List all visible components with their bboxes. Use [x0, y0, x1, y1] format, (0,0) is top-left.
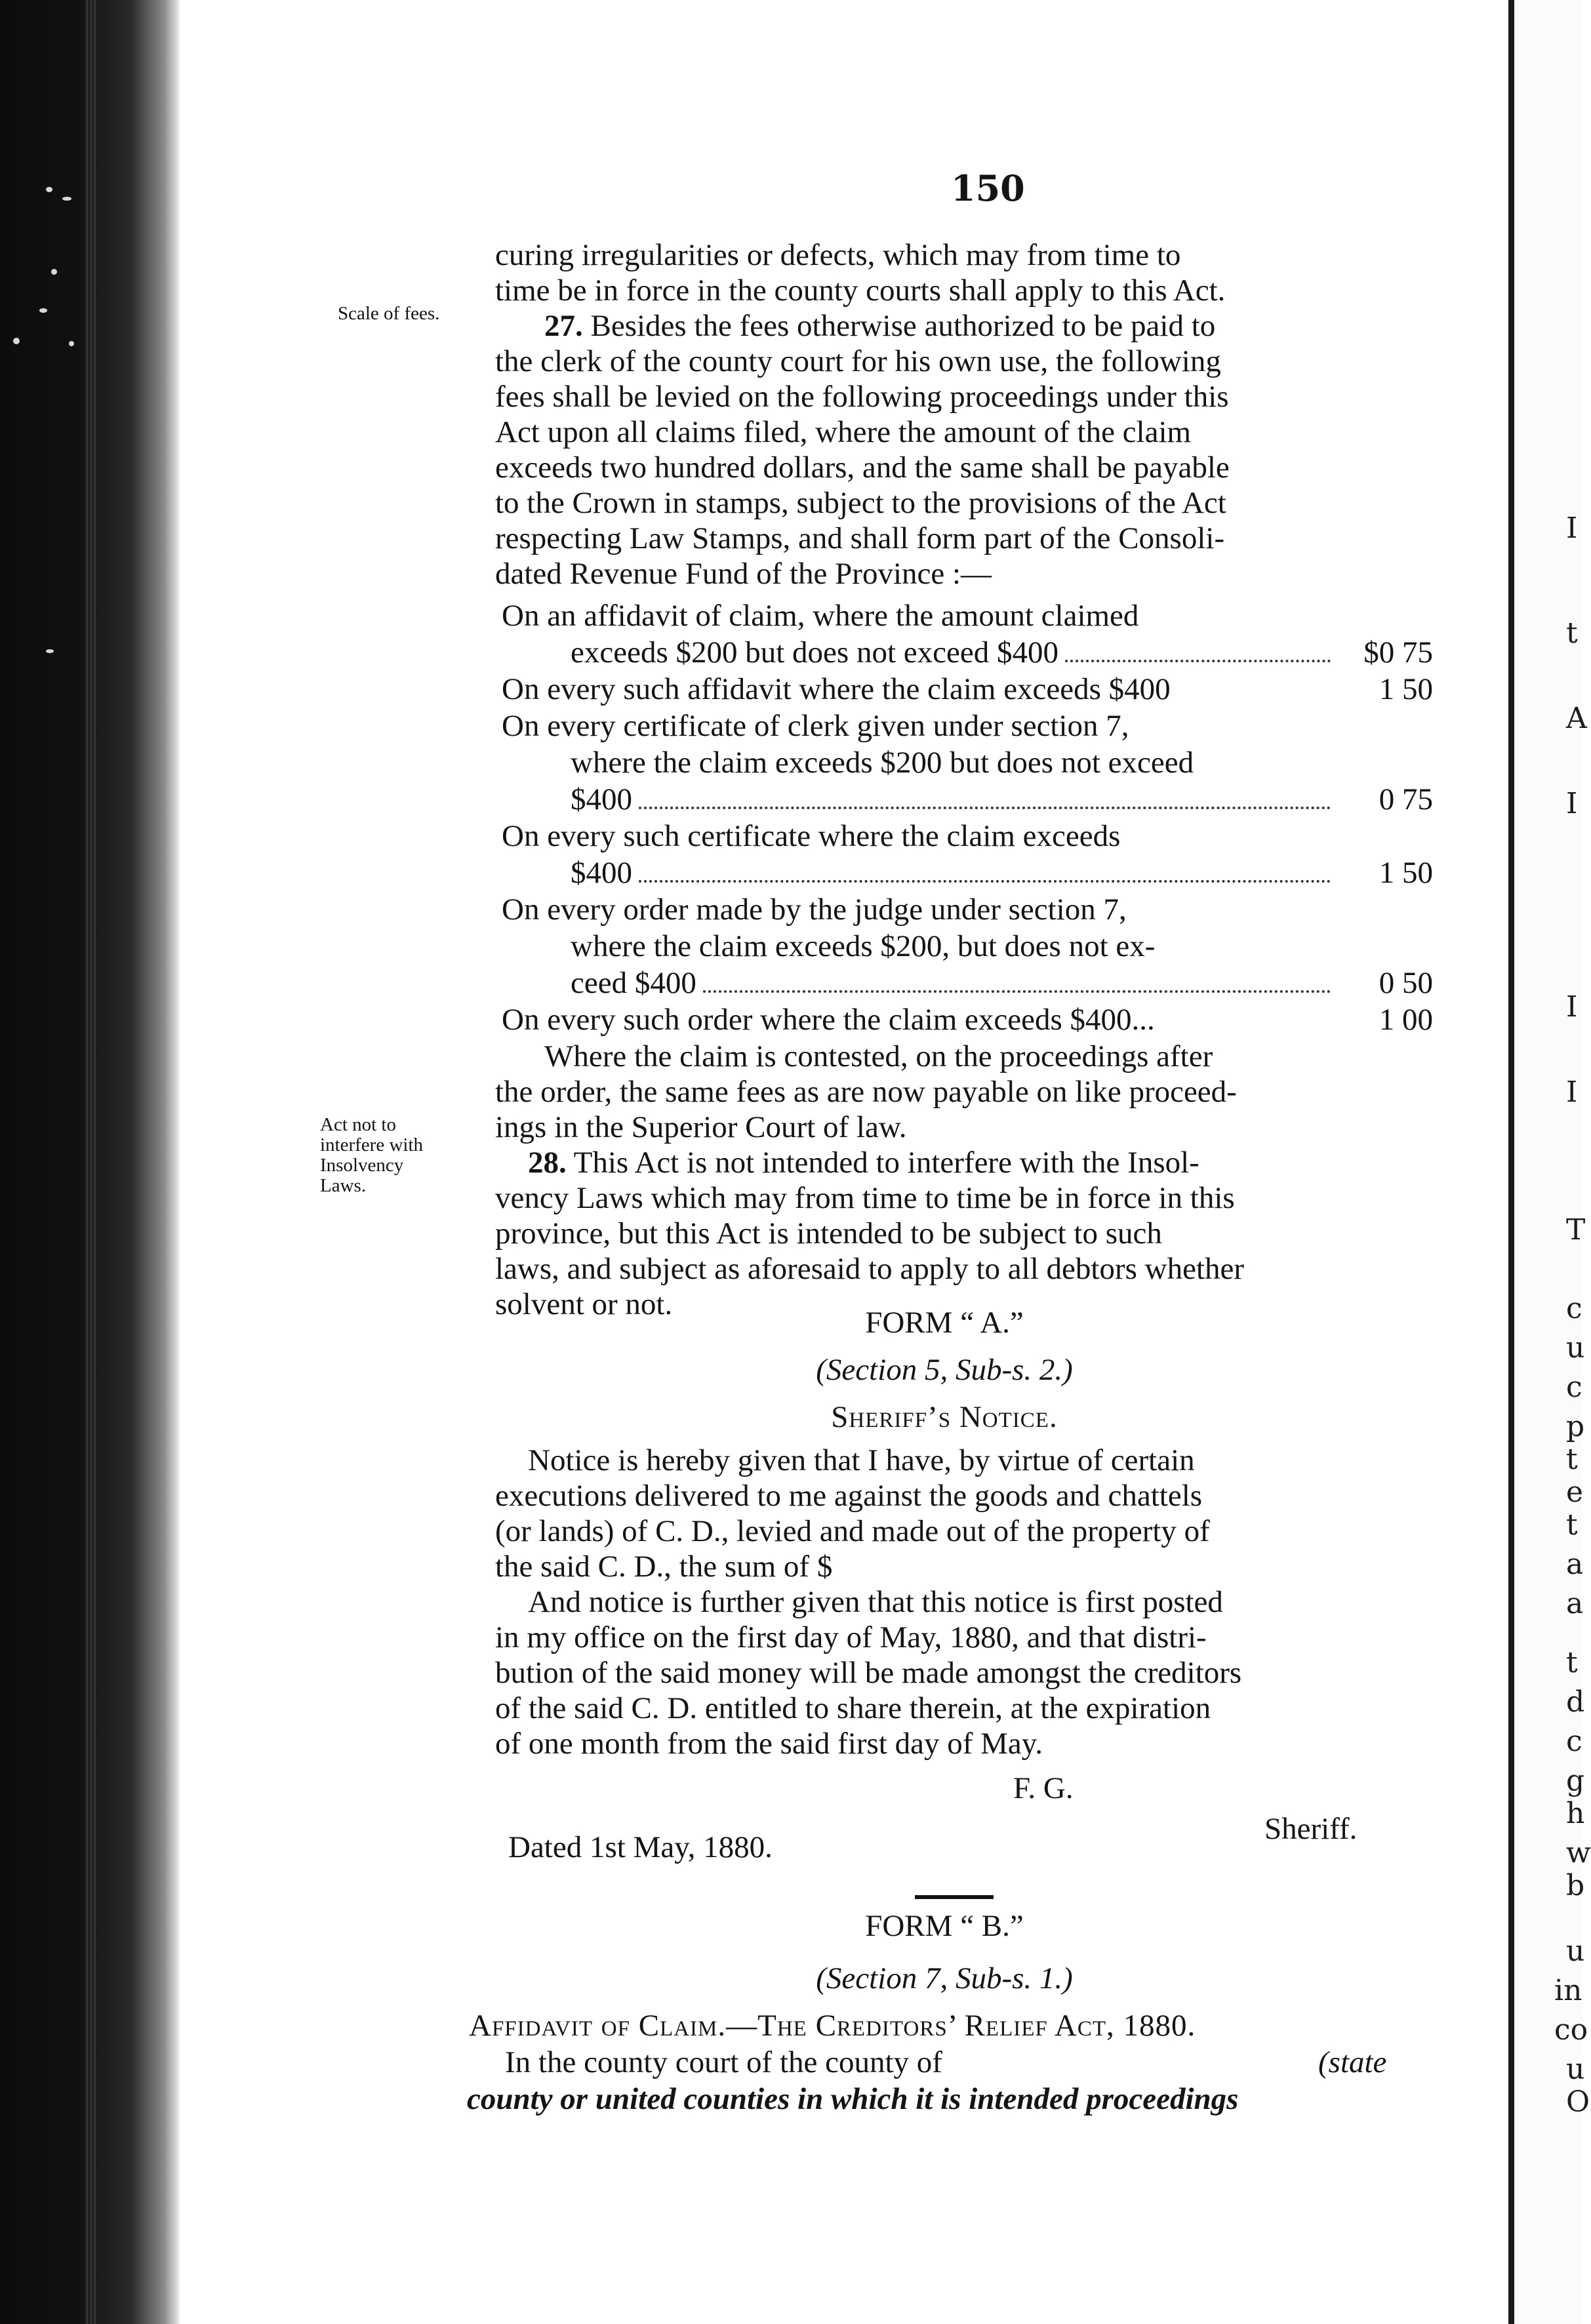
text-line: bution of the said money will be made amongst the creditors: [495, 1656, 1242, 1690]
page-number: 150: [951, 167, 1025, 209]
dated-line: Dated 1st May, 1880.: [508, 1830, 773, 1864]
text-line: dated Revenue Fund of the Province :—: [495, 557, 992, 591]
text-span: In the county court of the county of: [505, 2045, 942, 2079]
fee-text-line: On every certificate of clerk given under section 7,: [502, 709, 1129, 743]
text-line: time be in force in the county courts shall apply to this Act.: [495, 273, 1226, 308]
signature: F. G.: [1013, 1771, 1074, 1805]
text-line: of one month from the said first day of May.: [495, 1727, 1043, 1761]
text-line: And notice is further given that this notice is first posted: [528, 1585, 1223, 1619]
text-line: (or lands) of C. D., levied and made out of the property of: [495, 1514, 1210, 1548]
dot-leader: [1161, 1027, 1331, 1030]
speck: [13, 338, 20, 344]
form-b-heading: Affidavit of Claim.—The Creditors’ Relief Act, 1880.: [469, 2009, 1196, 2043]
margin-note-line: Laws.: [320, 1175, 367, 1196]
text-line: the clerk of the county court for his own use, the following: [495, 344, 1221, 378]
text-line: in my office on the first day of May, 1880, and that distri-: [495, 1620, 1207, 1654]
edge-char: I: [1566, 1075, 1578, 1109]
form-a-title: FORM “ A.”: [865, 1306, 1024, 1340]
fee-text-line: $400: [571, 856, 632, 890]
text-line: laws, and subject as aforesaid to apply to all debtors whether: [495, 1252, 1245, 1286]
margin-note-line: interfere with: [320, 1134, 424, 1155]
form-a-section-ref: (Section 5, Sub-s. 2.): [816, 1353, 1073, 1387]
fee-row: [571, 855, 1433, 891]
text-line: the order, the same fees as are now payable on like proceed-: [495, 1075, 1237, 1109]
section-divider: [915, 1895, 994, 1899]
edge-char: t: [1566, 1508, 1578, 1542]
edge-char: g: [1566, 1764, 1585, 1797]
text-span-italic: (state: [1318, 2045, 1387, 2079]
text-line: respecting Law Stamps, and shall form part of the Consoli-: [495, 521, 1225, 555]
text-line: ings in the Superior Court of law.: [495, 1110, 907, 1144]
text-line: exceeds two hundred dollars, and the same shall be payable: [495, 451, 1230, 485]
text-span: This Act is not intended to interfere with the Insol-: [573, 1146, 1199, 1180]
fee-amount: 1 00: [1379, 1003, 1433, 1037]
signature-title: Sheriff.: [1264, 1812, 1358, 1846]
fee-text-line: On every such affidavit where the claim exceeds $400: [502, 672, 1171, 706]
text-line: the said C. D., the sum of $: [495, 1550, 833, 1584]
text-line: executions delivered to me against the goods and chattels: [495, 1479, 1203, 1513]
edge-char: I: [1566, 511, 1578, 545]
text-line: province, but this Act is intended to be subject to such: [495, 1216, 1162, 1251]
text-line: fees shall be levied on the following proceedings under this: [495, 380, 1229, 414]
speck: [69, 341, 74, 346]
fee-text-line: On every such order where the claim exceeds $400...: [502, 1003, 1155, 1037]
edge-char: a: [1566, 1587, 1584, 1620]
edge-char: t: [1566, 616, 1578, 650]
fee-row: [571, 782, 1433, 817]
text-line: vency Laws which may from time to time be in force in this: [495, 1181, 1235, 1215]
form-b-title: FORM “ B.”: [865, 1909, 1024, 1943]
text-line: of the said C. D. entitled to share therein, at the expiration: [495, 1691, 1211, 1725]
margin-note-scale-of-fees: Scale of fees.: [338, 303, 440, 324]
text-line: Notice is hereby given that I have, by virtue of certain: [528, 1443, 1195, 1477]
speck: [39, 308, 47, 313]
edge-char: c: [1566, 1725, 1582, 1758]
fee-text-line: On every such certificate where the claim exceeds: [502, 819, 1121, 853]
margin-note-insolvency: [320, 1115, 423, 1196]
dot-leader: [703, 990, 1331, 993]
dot-leader: [1065, 660, 1331, 662]
dot-leader: [1177, 696, 1331, 699]
fee-text-line: On an affidavit of claim, where the amount claimed: [502, 599, 1139, 633]
form-b-section-ref: (Section 7, Sub-s. 1.): [816, 1961, 1073, 1995]
edge-char: c: [1566, 1292, 1582, 1325]
dot-leader: [639, 880, 1331, 883]
fee-amount: 1 50: [1379, 856, 1433, 890]
edge-char: p: [1566, 1410, 1585, 1443]
fee-amount: 0 50: [1379, 966, 1433, 1000]
fee-text-line: ceed $400: [571, 966, 696, 1000]
dot-leader: [639, 807, 1331, 809]
edge-char: d: [1566, 1685, 1585, 1719]
edge-char: e: [1566, 1475, 1584, 1509]
fee-amount: 0 75: [1379, 782, 1433, 816]
section-28: [495, 1145, 1433, 1322]
text-line: [495, 308, 1433, 344]
intro-paragraph: [495, 237, 1433, 308]
edge-char: b: [1566, 1869, 1585, 1902]
fee-text-line: where the claim exceeds $200 but does not exceed: [571, 746, 1194, 780]
edge-char: in: [1554, 1974, 1582, 2007]
fee-row: [502, 1002, 1433, 1037]
text-line: to the Crown in stamps, subject to the provisions of the Act: [495, 486, 1226, 520]
text-line: solvent or not.: [495, 1287, 673, 1321]
section-27: [495, 308, 1433, 591]
speck: [46, 649, 54, 653]
text-line: Where the claim is contested, on the proceedings after: [544, 1039, 1213, 1073]
text-line: [495, 1145, 1433, 1180]
edge-char: u: [1566, 1934, 1585, 1968]
contested-paragraph: [495, 1039, 1433, 1145]
text-span: Besides the fees otherwise authorized to be paid to: [590, 309, 1216, 343]
section-number: 27.: [544, 309, 583, 343]
page-divider: [1508, 0, 1514, 2324]
edge-char: c: [1566, 1371, 1582, 1404]
margin-note-line: Insolvency: [320, 1155, 404, 1176]
text-line: Act upon all claims filed, where the amount of the claim: [495, 415, 1192, 449]
form-b-line1: [505, 2045, 1423, 2080]
form-a-heading: Sheriff’s Notice.: [831, 1400, 1058, 1434]
edge-char: T: [1566, 1213, 1586, 1247]
edge-char: co: [1554, 2013, 1588, 2047]
edge-char: w: [1566, 1836, 1591, 1870]
edge-char: a: [1566, 1548, 1584, 1581]
fee-amount: 1 50: [1379, 672, 1433, 706]
edge-char: h: [1566, 1797, 1585, 1830]
fee-text-line: $400: [571, 782, 632, 816]
speck: [62, 197, 71, 201]
text-line: curing irregularities or defects, which may from time to: [495, 238, 1181, 272]
section-number: 28.: [528, 1146, 567, 1180]
fee-text-line: On every order made by the judge under section 7,: [502, 892, 1127, 927]
edge-char: I: [1566, 990, 1578, 1024]
fee-row: [571, 965, 1433, 1001]
edge-char: u: [1566, 1331, 1585, 1365]
page-stack-edge: [85, 0, 97, 2324]
fee-amount: $0 75: [1363, 635, 1433, 670]
edge-char: t: [1566, 1646, 1578, 1679]
edge-char: O: [1566, 2085, 1590, 2119]
edge-char: t: [1566, 1443, 1578, 1476]
form-b-line2: county or united counties in which it is intended proceedings: [467, 2082, 1239, 2116]
fee-text-line: where the claim exceeds $200, but does not ex-: [571, 929, 1156, 963]
fee-row: [571, 635, 1433, 670]
edge-char: A: [1566, 702, 1587, 735]
edge-char: I: [1566, 787, 1578, 820]
fee-row: [502, 671, 1433, 707]
margin-note-line: Act not to: [320, 1114, 396, 1135]
edge-char: u: [1566, 2053, 1585, 2086]
speck: [51, 269, 57, 275]
form-a-notice: [495, 1443, 1433, 1761]
speck: [46, 187, 52, 192]
fee-text-line: exceeds $200 but does not exceed $400: [571, 635, 1058, 670]
